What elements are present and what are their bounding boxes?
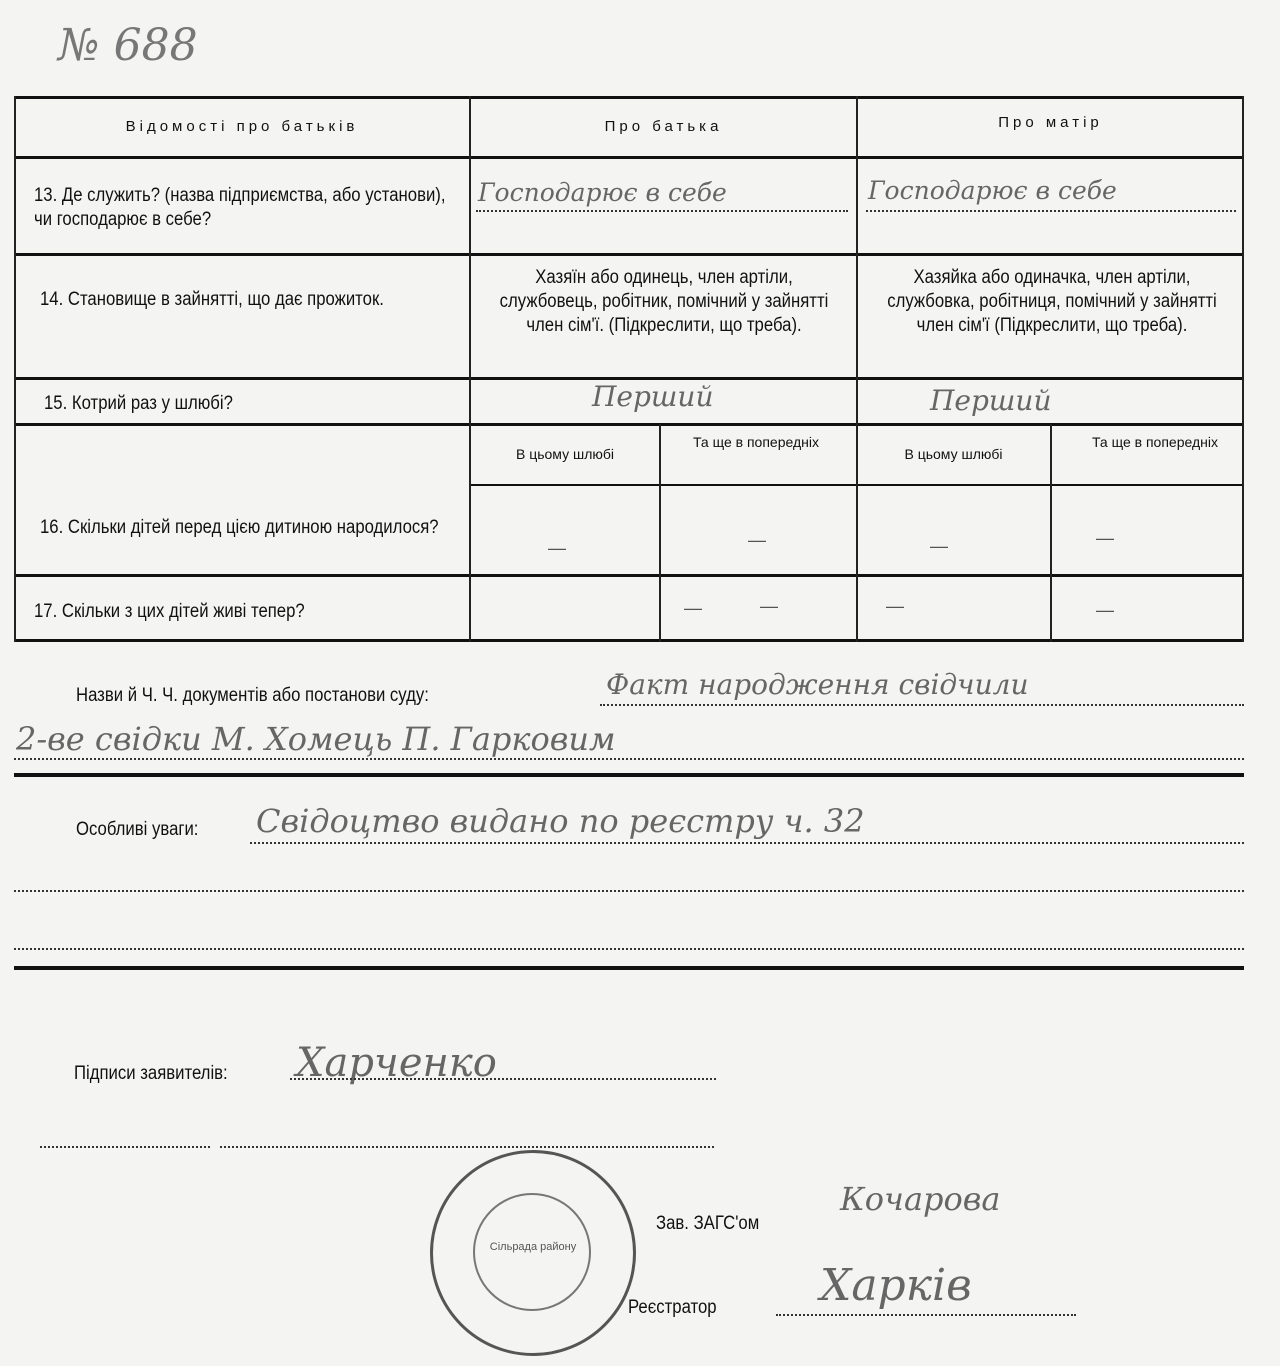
- father-marriage-count: Перший: [592, 380, 714, 413]
- corner-note: № 688: [58, 20, 198, 71]
- father-occupation-options: Хазяїн або одинець, член артіли, службовець, робітник, помічний у зайнятті член сім'ї. (Підкреслити, що треба).: [499, 267, 829, 336]
- subheader-father-this-marriage: В цьому шлюбі: [515, 446, 615, 462]
- children-born-mother-previous: —: [1096, 528, 1114, 548]
- applicant-signature: Харченко: [296, 1040, 497, 1086]
- children-alive-father-this: —: [684, 598, 702, 618]
- registrar-label: Реєстратор: [628, 1297, 717, 1318]
- children-alive-mother-this: —: [886, 596, 904, 616]
- remarks-label: Особливі уваги:: [76, 819, 199, 840]
- question-13: 13. Де служить? (назва підприємства, або установи), чи господарює в себе?: [34, 185, 446, 230]
- children-born-mother-this: —: [930, 536, 948, 556]
- mother-workplace: Господарює в себе: [868, 176, 1117, 205]
- question-14: 14. Становище в зайнятті, що дає прожиток.: [40, 289, 384, 310]
- stamp-text: Сільрада району: [489, 1241, 577, 1253]
- question-15: 15. Котрий раз у шлюбі?: [44, 393, 233, 414]
- mother-occupation-options: Хазяйка або одиначка, член артіли, службовка, робітниця, помічний у зайнятті член сім'ї (Підкреслити, що треба).: [887, 267, 1217, 336]
- subheader-mother-previous: Та ще в попередніх: [1092, 434, 1218, 450]
- subheader-father-previous: Та ще в попередніх: [693, 434, 819, 450]
- children-alive-mother-previous: —: [1096, 600, 1114, 620]
- header-parents-info: Відомості про батьків: [125, 118, 359, 135]
- head-signature: Кочарова: [840, 1180, 1001, 1218]
- documents-line-2: 2-ве свідки М. Хомець П. Гарковим: [16, 720, 616, 758]
- applicants-signatures-label: Підписи заявителів:: [74, 1063, 228, 1084]
- head-label: Зав. ЗАГС'ом: [656, 1213, 760, 1234]
- header-mother: Про матір: [998, 114, 1103, 131]
- mother-marriage-count: Перший: [930, 384, 1052, 417]
- remarks-value: Свідоцтво видано по реєстру ч. 32: [256, 802, 865, 840]
- registrar-signature: Харків: [820, 1260, 972, 1311]
- children-born-father-this: —: [548, 538, 566, 558]
- children-alive-father-previous: —: [760, 596, 778, 616]
- question-17: 17. Скільки з цих дітей живі тепер?: [34, 601, 305, 622]
- documents-line-1: Факт народження свідчили: [606, 668, 1029, 701]
- question-16: 16. Скільки дітей перед цією дитиною народилося?: [40, 517, 439, 538]
- children-born-father-previous: —: [748, 530, 766, 550]
- subheader-mother-this-marriage: В цьому шлюбі: [904, 446, 1003, 462]
- documents-label: Назви й Ч. Ч. документів або постанови суду:: [76, 685, 429, 706]
- header-father: Про батька: [604, 118, 723, 135]
- official-stamp: [430, 1150, 636, 1356]
- father-workplace: Господарює в себе: [478, 178, 727, 207]
